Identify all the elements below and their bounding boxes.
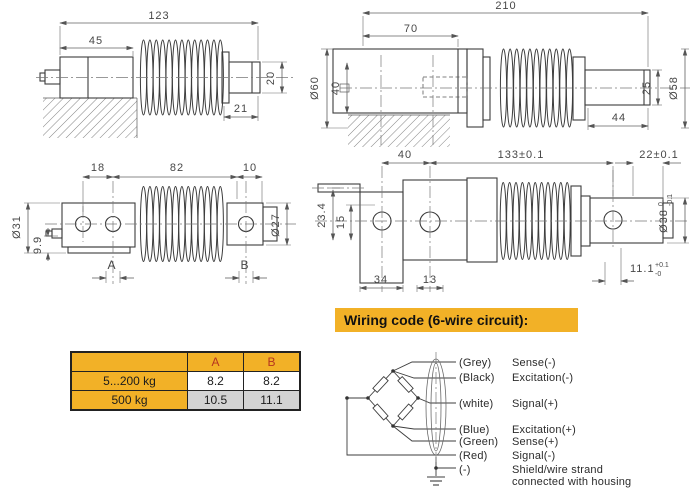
dim-20: 20	[265, 70, 277, 86]
wire-signal-label: Signal(-)	[512, 450, 556, 462]
dim-82: 82	[169, 162, 185, 174]
dim-34: 34	[373, 274, 389, 286]
value-a: 8.2	[188, 372, 244, 391]
dim-dia-60: Ø60	[309, 76, 321, 100]
wire-color-label: (white)	[459, 398, 494, 410]
drawing-top-view-small	[0, 145, 335, 295]
table-row	[71, 391, 300, 411]
wire-signal-label: Shield/wire strand	[512, 464, 604, 476]
dim-18: 18	[90, 162, 106, 174]
dim-overall-210: 210	[495, 0, 517, 12]
load-cell-body	[318, 178, 673, 283]
dim-A: A	[107, 258, 117, 272]
wire-signal-label: Sense(-)	[512, 357, 556, 369]
svg-text:+0.1: +0.1	[655, 262, 669, 269]
table-corner-cell	[71, 352, 188, 372]
value-b: 11.1	[244, 391, 301, 411]
dimensions	[309, 0, 689, 130]
dim-13: 13	[422, 274, 438, 286]
dim-22: 22±0.1	[639, 149, 679, 161]
wire-signal-label: Sense(+)	[512, 436, 559, 448]
dim-45: 45	[88, 35, 104, 47]
dim-15: 15	[335, 214, 347, 230]
dim-11p1	[630, 262, 669, 278]
dim-dia-38	[658, 194, 674, 233]
dim-40: 40	[330, 80, 342, 96]
table-row	[71, 372, 300, 391]
value-b: 8.2	[244, 372, 301, 391]
range-cell: 5...200 kg	[71, 372, 188, 391]
dim-overall-123: 123	[148, 10, 170, 22]
svg-text:11.1: 11.1	[630, 263, 655, 275]
dim-133: 133±0.1	[497, 149, 545, 161]
dim-40: 40	[397, 149, 413, 161]
table-header-row	[71, 352, 300, 372]
dim-44: 44	[611, 112, 627, 124]
dim-dia-27: Ø27	[270, 213, 282, 237]
svg-text:Ø38: Ø38	[658, 209, 670, 233]
wire-color-label: (Red)	[459, 450, 488, 462]
dim-10: 10	[242, 162, 258, 174]
dim-21: 21	[233, 103, 249, 115]
ab-dimension-table	[70, 351, 301, 411]
drawing-side-view-large	[300, 0, 695, 150]
wiring-title-banner	[335, 308, 578, 332]
dim-dia-31: Ø31	[11, 215, 23, 239]
strain-gauge	[398, 377, 413, 393]
wire-color-label: (Grey)	[459, 357, 492, 369]
dim-23p4: 23.4	[316, 202, 328, 228]
strain-gauge	[373, 404, 388, 420]
drawing-side-view-small	[0, 0, 335, 145]
dim-dia-58: Ø58	[668, 76, 680, 100]
strain-gauge	[373, 377, 388, 393]
mounting-base-hatch	[43, 98, 137, 138]
wheatstone-bridge	[368, 371, 418, 426]
wire-signal-label-line2: connected with housing	[512, 476, 632, 488]
wire-signal-label: Excitation(-)	[512, 372, 574, 384]
wire-signal-label: Signal(+)	[512, 398, 559, 410]
svg-text:-0: -0	[655, 271, 662, 278]
wiring-diagram	[330, 345, 695, 497]
wiring-title: Wiring code (6-wire circuit):	[344, 312, 529, 328]
wire-color-label: (-)	[459, 464, 471, 476]
range-cell: 500 kg	[71, 391, 188, 411]
dim-70: 70	[403, 23, 419, 35]
wire-signal-label: Excitation(+)	[512, 424, 577, 436]
drawing-top-view-large	[300, 140, 695, 300]
ground-symbol	[427, 477, 445, 485]
wire-labels	[459, 357, 631, 488]
svg-text:-0.1: -0.1	[667, 193, 674, 206]
svg-text:0: 0	[658, 202, 665, 206]
dim-9p9: 9.9	[32, 235, 44, 255]
dim-25: 25	[641, 80, 653, 96]
strain-gauge	[398, 404, 413, 420]
value-a: 10.5	[188, 391, 244, 411]
col-header-a: A	[188, 352, 244, 372]
dim-B: B	[240, 258, 250, 272]
col-header-b: B	[244, 352, 301, 372]
wire-color-label: (Green)	[459, 436, 499, 448]
wire-color-label: (Black)	[459, 372, 495, 384]
wire-color-label: (Blue)	[459, 424, 490, 436]
